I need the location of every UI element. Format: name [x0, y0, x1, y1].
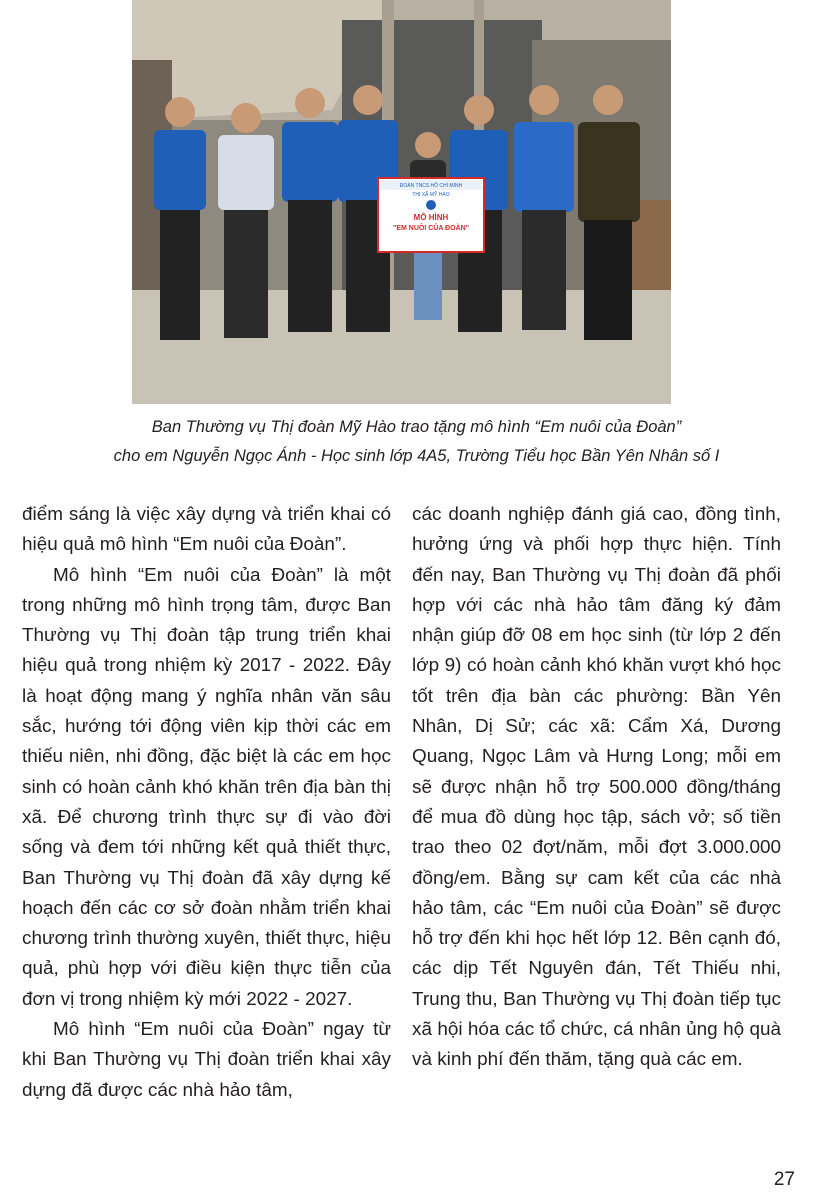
- banner-title2: "EM NUÔI CỦA ĐOÀN": [393, 225, 469, 232]
- group-photo-illustration: [132, 0, 671, 404]
- text-column-left: [22, 500, 391, 1106]
- paragraph: các doanh nghiệp đánh giá cao, đồng tình, hưởng ứng và phối hợp thực hiện. Tính đến nay, Ban Thường vụ Thị đoàn đã phối hợp với các nhà hảo tâm đăng ký đảm nhận giúp đỡ 08 em học sinh (từ lớp 2 đến lớp 9) có hoàn cảnh khó khăn vượt khó học tốt trên địa bàn các phường: Bần Yên Nhân, Dị Sử; các xã: Cẩm Xá, Dương Quang, Ngọc Lâm và Hưng Long; mỗi em sẽ được nhận hỗ trợ 500.000 đồng/tháng để mua đồ dùng học tập, sách vở; số tiền trao theo 02 đợt/năm, mỗi đợt 3.000.000 đồng/em. Bằng sự cam kết của các nhà hảo tâm, các “Em nuôi của Đoàn” sẽ được hỗ trợ đến khi học hết lớp 12. Bên cạnh đó, các dịp Tết Nguyên đán, Tết Thiếu nhi, Trung thu, Ban Thường vụ Thị đoàn tiếp tục xã hội hóa các tổ chức, cá nhân ủng hộ quà và kinh phí đến thăm, tặng quà các em.: [412, 504, 781, 1071]
- cover-photo: [132, 0, 671, 404]
- paragraph: Mô hình “Em nuôi của Đoàn” là một trong những mô hình trọng tâm, được Ban Thường vụ Thị đoàn tập trung triển khai hiệu quả trong nhiệm kỳ 2017 - 2022. Đây là hoạt động mang ý nghĩa nhân văn sâu sắc, hướng tới động viên kịp thời các em thiếu niên, nhi đồng, đặc biệt là các em học sinh có hoàn cảnh khó khăn trên địa bàn thị xã. Để chương trình thực sự đi vào đời sống và đem tới những kết quả thiết thực, Ban Thường vụ Thị đoàn đã xây dựng kế hoạch đến các cơ sở đoàn nhằm triển khai chương trình thường xuyên, thiết thực, hiệu quả, phù hợp với điều kiện thực tiễn của đơn vị trong nhiệm kỳ mới 2022 - 2027.: [22, 564, 391, 1010]
- paragraph: điểm sáng là việc xây dựng và triển khai có hiệu quả mô hình “Em nuôi của Đoàn”.: [22, 504, 391, 556]
- certificate-banner: [378, 178, 484, 252]
- text-column-right: [412, 500, 781, 1076]
- banner-line1: ĐOÀN TNCS HỒ CHÍ MINH: [399, 183, 463, 189]
- paragraph: Mô hình “Em nuôi của Đoàn” ngay từ khi Ban Thường vụ Thị đoàn triển khai xây dựng đã được các nhà hảo tâm,: [22, 1019, 391, 1101]
- banner-line2: THỊ XÃ MỸ HÀO: [412, 192, 450, 198]
- page-number: 27: [773, 1169, 795, 1190]
- banner-title1: MÔ HÌNH: [413, 213, 449, 222]
- photo-caption-line-2: cho em Nguyễn Ngọc Ánh - Học sinh lớp 4A5, Trường Tiểu học Bần Yên Nhân số I: [113, 447, 720, 465]
- photo-caption-line-1: Ban Thường vụ Thị đoàn Mỹ Hào trao tặng mô hình “Em nuôi của Đoàn”: [151, 418, 682, 436]
